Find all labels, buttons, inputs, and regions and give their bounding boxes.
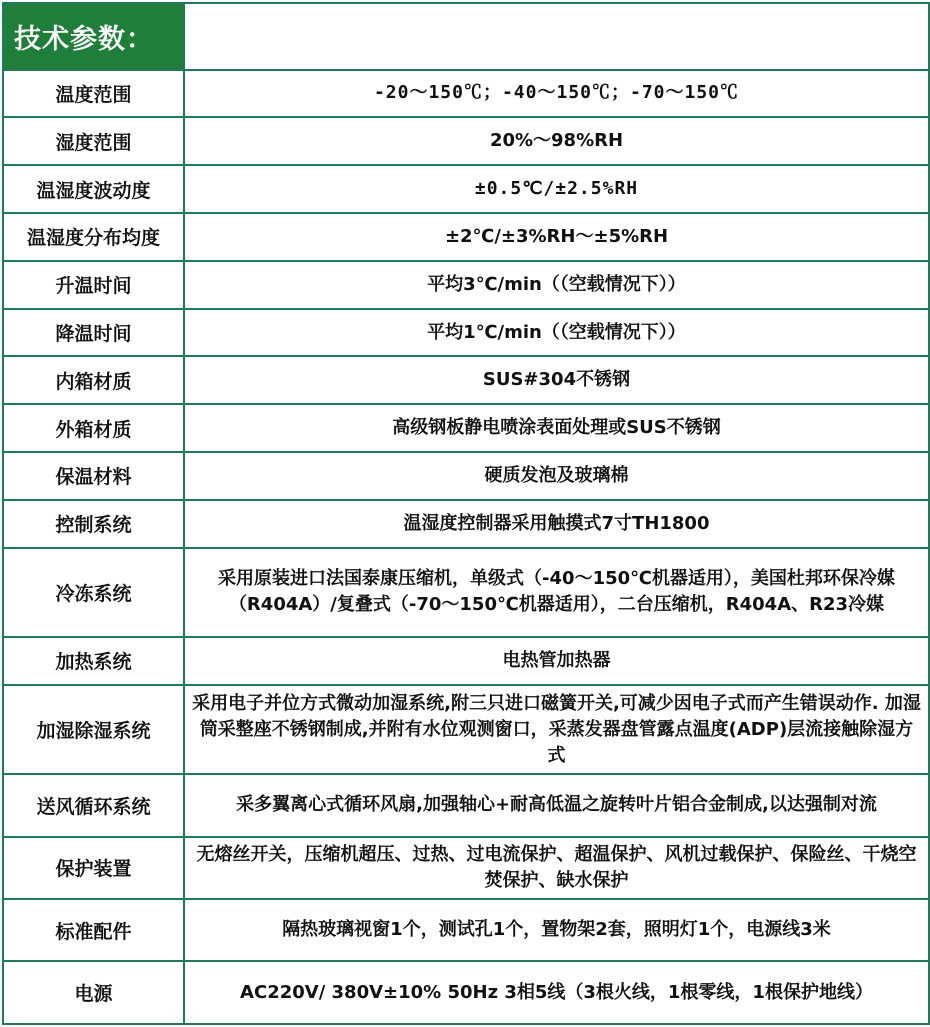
row-label: 控制系统 <box>3 500 184 548</box>
table-row <box>3 637 929 685</box>
table-row <box>3 117 929 165</box>
row-value: -20～150℃；-40～150℃；-70～150℃ <box>184 70 929 118</box>
row-value: 采多翼离心式循环风扇,加强轴心+耐高低温之旋转叶片铝合金制成,以达强制对流 <box>184 774 929 836</box>
table-row <box>3 309 929 357</box>
row-label: 温湿度波动度 <box>3 165 184 213</box>
table-row <box>3 404 929 452</box>
row-value: SUS#304不锈钢 <box>184 356 929 404</box>
row-value: ±0.5℃/±2.5%RH <box>184 165 929 213</box>
row-value: 20%～98%RH <box>184 117 929 165</box>
table-header-row <box>3 3 929 70</box>
table-row <box>3 548 929 637</box>
row-value: 采用电子并位方式微动加湿系统,附三只进口磁簧开关,可减少因电子式而产生错误动作. 加湿筒采整座不锈钢制成,并附有水位观测窗口，采蒸发器盘管露点温度(ADP)层流接触除湿方式 <box>184 685 929 774</box>
row-label: 温湿度分布均度 <box>3 213 184 261</box>
row-value: 采用原装进口法国泰康压缩机，单级式（-40～150℃机器适用），美国杜邦环保冷媒（R404A）/复叠式（-70～150℃机器适用），二台压缩机，R404A、R23冷媒 <box>184 548 929 637</box>
row-value: 硬质发泡及玻璃棉 <box>184 452 929 500</box>
row-label: 加热系统 <box>3 637 184 685</box>
row-label: 冷冻系统 <box>3 548 184 637</box>
table-row <box>3 165 929 213</box>
row-label: 降温时间 <box>3 309 184 357</box>
table-row <box>3 356 929 404</box>
table-row <box>3 452 929 500</box>
row-value: 无熔丝开关，压缩机超压、过热、过电流保护、超温保护、风机过载保护、保险丝、干烧空焚保护、缺水保护 <box>184 837 929 899</box>
table-row <box>3 70 929 118</box>
spec-title: 技术参数： <box>3 3 184 70</box>
row-label: 湿度范围 <box>3 117 184 165</box>
spec-table <box>2 2 930 1025</box>
row-value: 温湿度控制器采用触摸式7寸TH1800 <box>184 500 929 548</box>
table-row <box>3 961 929 1024</box>
table-row <box>3 774 929 836</box>
row-label: 升温时间 <box>3 261 184 309</box>
row-value: 高级钢板静电喷涂表面处理或SUS不锈钢 <box>184 404 929 452</box>
row-value: ±2℃/±3%RH～±5%RH <box>184 213 929 261</box>
row-label: 外箱材质 <box>3 404 184 452</box>
table-row <box>3 500 929 548</box>
table-row <box>3 261 929 309</box>
row-label: 内箱材质 <box>3 356 184 404</box>
table-row <box>3 837 929 899</box>
row-label: 电源 <box>3 961 184 1024</box>
row-label: 标准配件 <box>3 899 184 961</box>
table-row <box>3 685 929 774</box>
row-value: 平均3℃/min（（空载情况下）） <box>184 261 929 309</box>
row-label: 送风循环系统 <box>3 774 184 836</box>
header-blank-cell <box>184 3 929 70</box>
row-label: 加湿除湿系统 <box>3 685 184 774</box>
table-row <box>3 213 929 261</box>
row-label: 保温材料 <box>3 452 184 500</box>
row-value: 平均1℃/min（（空载情况下）） <box>184 309 929 357</box>
row-value: 隔热玻璃视窗1个，测试孔1个，置物架2套，照明灯1个，电源线3米 <box>184 899 929 961</box>
table-row <box>3 899 929 961</box>
row-label: 保护装置 <box>3 837 184 899</box>
row-value: 电热管加热器 <box>184 637 929 685</box>
row-value: AC220V/ 380V±10% 50Hz 3相5线（3根火线，1根零线，1根保护地线） <box>184 961 929 1024</box>
row-label: 温度范围 <box>3 70 184 118</box>
